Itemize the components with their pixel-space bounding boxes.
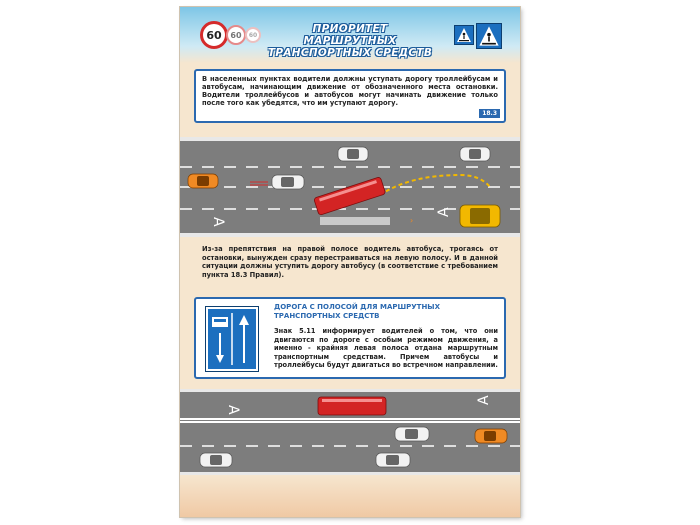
car-white-middle [272, 175, 304, 189]
bus-lane-sign-icon [206, 307, 258, 371]
pedestrian-crossing-sign-icon [454, 25, 474, 45]
lane-marking-a: A [436, 207, 452, 217]
lane-marking-a: A [476, 395, 492, 405]
poster-title: ПРИОРИТЕТ МАРШРУТНЫХ ТРАНСПОРТНЫХ СРЕДСТВ [267, 23, 433, 59]
speed-limit-sign-icon [245, 27, 261, 43]
car-white-bottom-3 [376, 453, 410, 467]
road-illustration-top [180, 137, 520, 237]
info-title: ДОРОГА С ПОЛОСОЙ ДЛЯ МАРШРУТНЫХ ТРАНСПОРТНЫХ СРЕДСТВ [274, 303, 440, 320]
rule-text: В населенных пунктах водители должны уступать дорогу троллейбусам и автобусам, начинающим движение от обозначенного места остановки. Водители троллейбусов и автобусов могут начинать движение только после того как убедятся, что им уступают дорогу. [202, 75, 498, 107]
speed-limit-value: 60 [230, 30, 242, 40]
pedestrian-crossing-sign-icon [476, 23, 502, 49]
speed-limit-value: 60 [206, 28, 222, 42]
speed-limit-value: 60 [248, 31, 258, 39]
car-white-bottom-2 [200, 453, 232, 467]
red-bus-bottom [318, 397, 386, 415]
yellow-taxi [460, 205, 500, 227]
speed-limit-sign-icon [226, 25, 246, 45]
poster [180, 7, 520, 517]
car-white-top-right [460, 147, 490, 161]
road-illustration-bottom [180, 389, 520, 475]
car-white-bottom-1 [395, 427, 429, 441]
lane-marking-a: A [210, 217, 226, 227]
speed-limit-sign-icon [200, 21, 228, 49]
car-orange [188, 174, 218, 188]
rule-text-box [194, 69, 506, 123]
rule-number-badge: 18.3 [479, 109, 500, 118]
info-text: Знак 5.11 информирует водителей о том, что они двигаются по дороге с особым режимом движения, а именно - крайняя левая полоса отдана маршрутным транспортным средствам. Причем автобусы и троллейбусы будут двигаться во встречном направлении. [274, 327, 498, 369]
svg-text:›: › [410, 216, 414, 225]
poster-bottom-decoration [180, 475, 520, 517]
car-orange-bottom [475, 429, 507, 443]
lane-info-box [194, 297, 506, 379]
car-white-top [338, 147, 368, 161]
poster-header [180, 7, 520, 63]
explanation-text: Из-за препятствия на правой полосе водитель автобуса, трогаясь от остановки, вынужден сразу перестраиваться на левую полосу. И в данной ситуации должны уступить дорогу автобусу (в соответствие с требованием пункта 18.3 Правил). [202, 245, 498, 279]
lane-marking-a: A [225, 405, 241, 415]
